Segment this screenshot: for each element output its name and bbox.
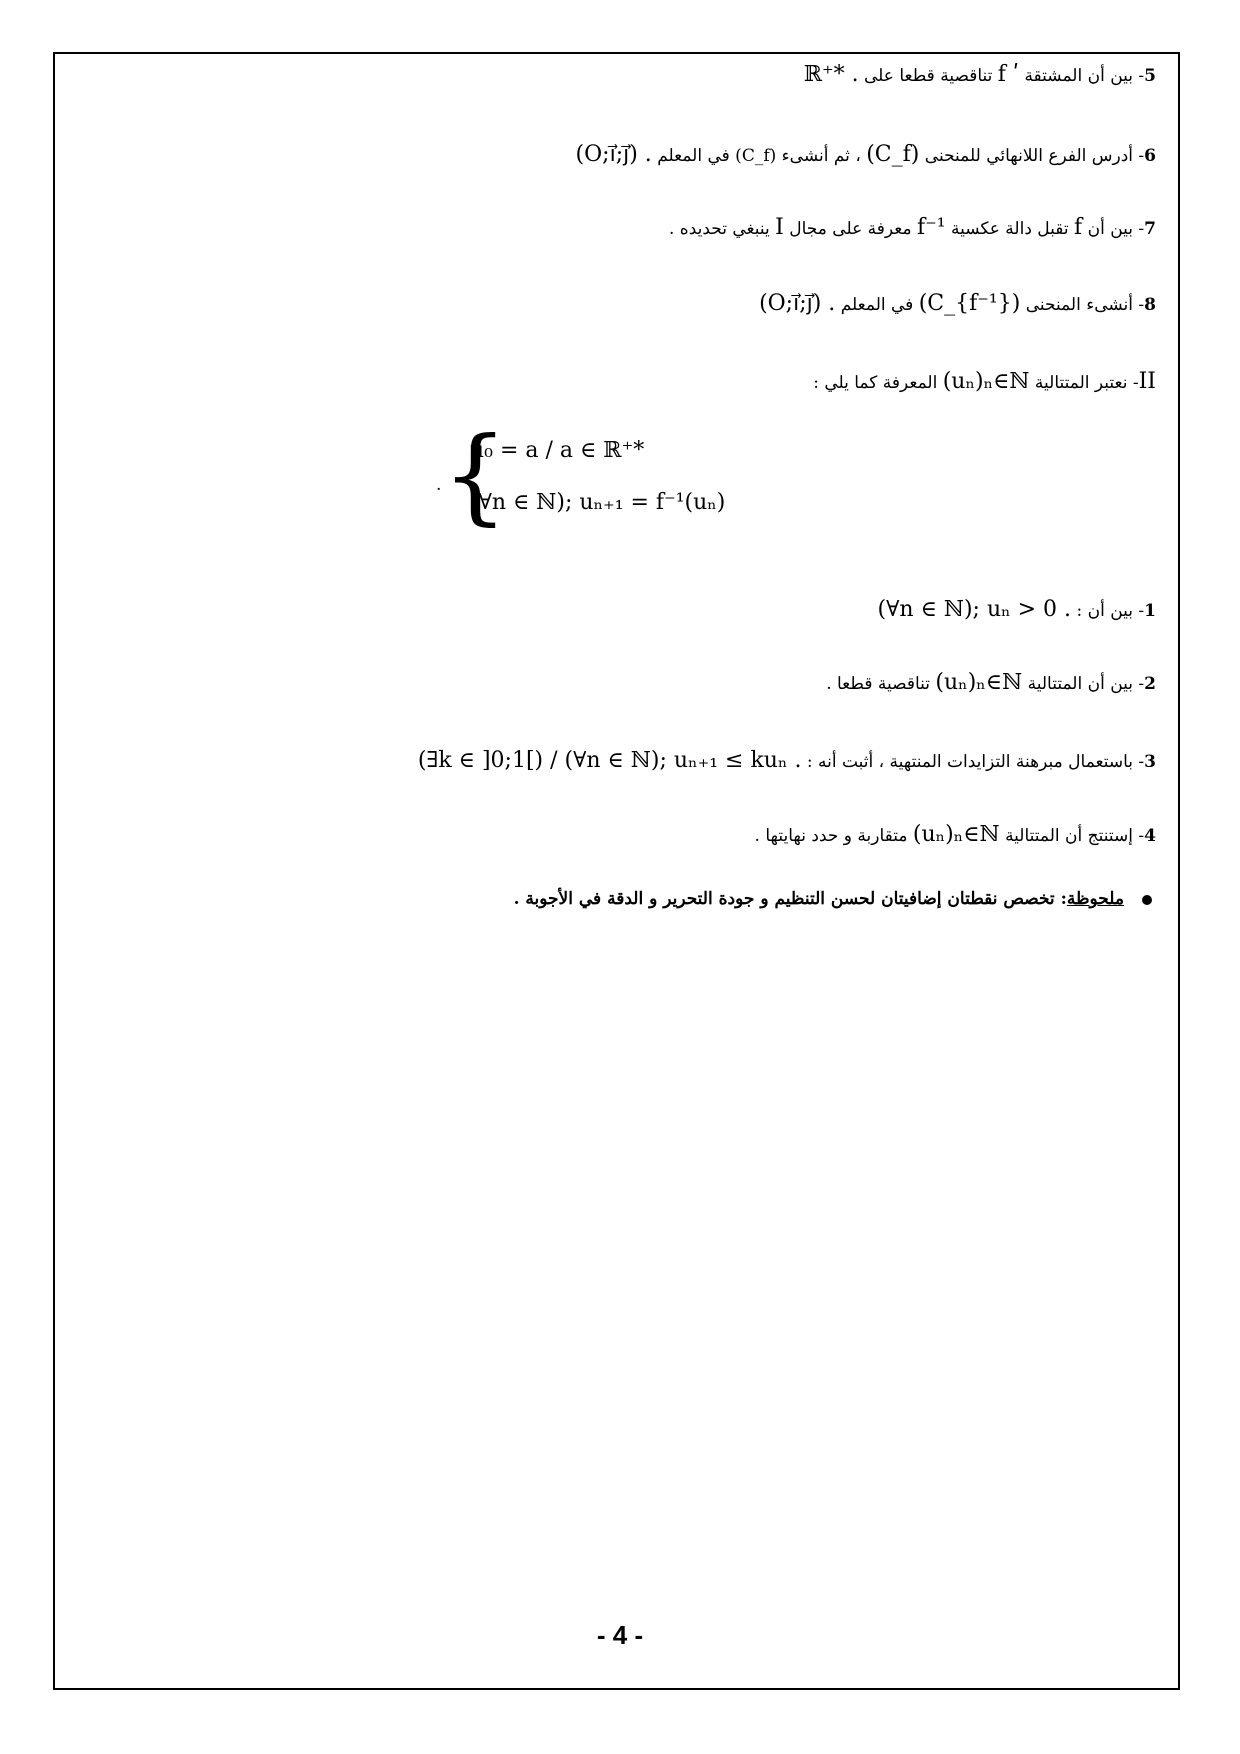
question-text: - إستنتج أن المتتالية: [1005, 826, 1145, 846]
sequence-definition: [0, 414, 1240, 550]
question-number: 7: [1144, 219, 1156, 239]
question-number: 8: [1144, 295, 1156, 315]
math-expr: (C_f): [866, 142, 920, 167]
question-text: متقاربة و حدد نهايتها .: [754, 826, 908, 846]
note: [514, 889, 1152, 909]
math-expr: f⁻¹: [916, 215, 946, 240]
question-text: ينبغي تحديده .: [668, 219, 770, 239]
math-expr: ℝ⁺* .: [803, 62, 859, 87]
system-row-1: u₀ = a / a ∈ ℝ⁺*: [470, 438, 645, 463]
system-dot: .: [436, 475, 442, 495]
left-brace: {: [442, 414, 509, 536]
math-expr: (O;i⃗;j⃗) .: [575, 142, 652, 167]
math-expr: (uₙ)ₙ∈ℕ: [942, 369, 1030, 394]
math-expr: (∃k ∈ ]0;1[) / (∀n ∈ ℕ); uₙ₊₁ ≤ kuₙ .: [417, 748, 802, 773]
question-text: المعرفة كما يلي :: [813, 373, 938, 393]
question-number: 4: [1144, 826, 1156, 846]
question-ii-4: [60, 815, 1156, 856]
question-text: - أنشىء المنحنى: [1025, 295, 1145, 315]
question-text: في المعلم: [840, 295, 914, 315]
part-ii-intro: [60, 362, 1156, 403]
question-text: - بين أن: [1087, 219, 1145, 239]
question-text: تناقصية قطعا على: [864, 66, 993, 86]
math-expr: (∀n ∈ ℕ); uₙ > 0 .: [877, 597, 1072, 622]
question-text: - بين أن المتتالية: [1027, 674, 1145, 694]
question-ii-3: [60, 741, 1156, 782]
question-text: - بين أن :: [1076, 601, 1145, 621]
question-text: معرفة على مجال: [789, 219, 912, 239]
question-ii-1: [60, 590, 1156, 631]
math-expr: f ʹ: [997, 62, 1020, 87]
bullet-icon: [1142, 895, 1152, 905]
system-row-2: (∀n ∈ ℕ); uₙ₊₁ = f⁻¹(uₙ): [470, 490, 726, 515]
question-text: ، ثم أنشىء (C_f) في المعلم: [657, 146, 861, 166]
math-expr: (uₙ)ₙ∈ℕ: [935, 670, 1023, 695]
math-expr: (uₙ)ₙ∈ℕ: [912, 822, 1000, 847]
question-5: [60, 55, 1156, 96]
question-number: 6: [1144, 146, 1156, 166]
note-text: : تخصص نقطتان إضافيتان لحسن التنظيم و جودة التحرير و الدقة في الأجوبة .: [513, 889, 1067, 909]
math-expr: (O;i⃗;j⃗) .: [759, 291, 836, 316]
part-number: II: [1138, 369, 1156, 394]
question-number: 2: [1144, 674, 1156, 694]
question-text: - باستعمال مبرهنة التزايدات المنتهية ، أثبت أنه :: [806, 752, 1145, 772]
page-number: - 4 -: [596, 1620, 644, 1650]
math-expr: (C_{f⁻¹}): [918, 291, 1021, 316]
question-8: [60, 284, 1156, 325]
question-number: 3: [1144, 752, 1156, 772]
question-6: [60, 135, 1156, 176]
question-text: تناقصية قطعا .: [826, 674, 931, 694]
math-expr: I: [775, 215, 784, 240]
question-text: - نعتبر المتتالية: [1034, 373, 1139, 393]
question-number: 1: [1144, 601, 1156, 621]
question-text: - أدرس الفرع اللانهائي للمنحنى: [924, 146, 1145, 166]
question-ii-2: [60, 663, 1156, 704]
question-text: - بين أن المشتقة: [1024, 66, 1145, 86]
question-text: تقبل دالة عكسية: [950, 219, 1069, 239]
math-expr: f: [1074, 215, 1083, 240]
question-number: 5: [1144, 66, 1156, 86]
question-7: [60, 208, 1156, 249]
note-label: ملحوظة: [1066, 889, 1124, 909]
